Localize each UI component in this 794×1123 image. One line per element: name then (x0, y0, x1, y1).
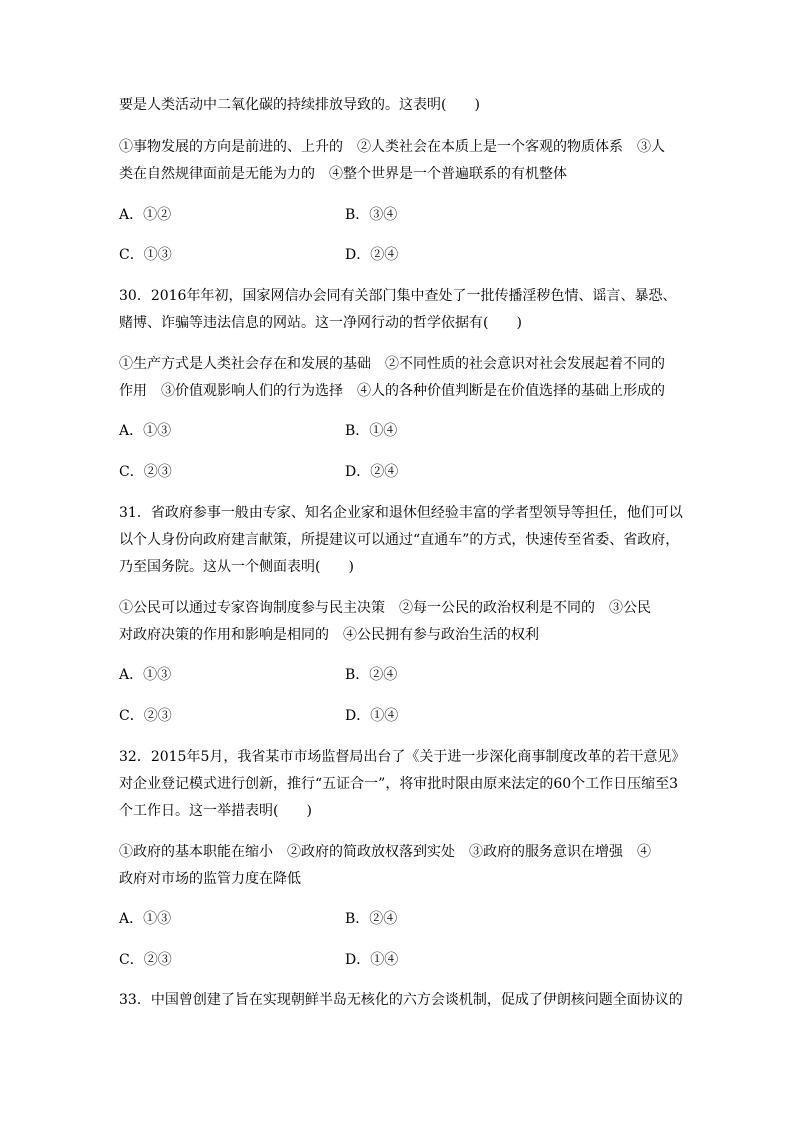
q29-option-b: B．③④ (345, 207, 398, 223)
q32-option-a: A．①③ (119, 911, 172, 927)
q31-option-a: A．①③ (119, 667, 172, 683)
q31-stem-line-1: 31．省政府参事一般由专家、知名企业家和退休但经验丰富的学者型领导等担任，他们可以 (119, 505, 683, 521)
q29-option-d: D．②④ (345, 247, 399, 263)
q32-stem-line-1: 32．2015年5月，我省某市市场监督局出台了《关于进一步深化商事制度改革的若干意见》 (119, 749, 686, 765)
q32-option-c: C．②③ (119, 952, 172, 968)
q30-option-b: B．①④ (345, 423, 398, 439)
q30-stem-line-1: 30．2016年年初，国家网信办会同有关部门集中查处了一批传播淫秽色情、谣言、暴恐、 (119, 288, 677, 304)
q29-statements-line-1: ①事物发展的方向是前进的、上升的 ②人类社会在本质上是一个客观的物质体系 ③人 (119, 139, 665, 155)
q30-statements-line-2: 作用 ③价值观影响人们的行为选择 ④人的各种价值判断是在价值选择的基础上形成的 (119, 383, 665, 399)
q31-option-b: B．②④ (345, 667, 398, 683)
q31-option-c: C．②③ (119, 708, 172, 724)
q30-stem-line-2: 赌博、诈骗等违法信息的网站。这一净网行动的哲学依据有( ) (119, 315, 522, 331)
q32-statements-line-2: 政府对市场的监管力度在降低 (119, 871, 301, 887)
q31-statements-line-2: 对政府决策的作用和影响是相同的 ④公民拥有参与政治生活的权利 (119, 627, 539, 643)
q32-statements-line-1: ①政府的基本职能在缩小 ②政府的简政放权落到实处 ③政府的服务意识在增强 ④ (119, 844, 651, 860)
q30-option-d: D．②④ (345, 464, 399, 480)
q31-statements-line-1: ①公民可以通过专家咨询制度参与民主决策 ②每一公民的政治权利是不同的 ③公民 (119, 600, 651, 616)
q31-stem-line-2: 以个人身份向政府建言献策，所提建议可以通过“直通车”的方式，快速传至省委、省政府， (119, 532, 680, 548)
q32-stem-line-2: 对企业登记模式进行创新，推行“五证合一”，将审批时限由原来法定的60个工作日压缩至3 (119, 776, 679, 792)
q32-option-d: D．①④ (345, 952, 399, 968)
q29-stem-tail: 要是人类活动中二氧化碳的持续排放导致的。这表明( ) (119, 97, 480, 113)
q31-stem-line-3: 乃至国务院。这从一个侧面表明( ) (119, 559, 354, 575)
q30-statements-line-1: ①生产方式是人类社会存在和发展的基础 ②不同性质的社会意识对社会发展起着不同的 (119, 356, 665, 372)
q30-option-a: A．①③ (119, 423, 172, 439)
q29-option-a: A．①② (119, 207, 172, 223)
q29-statements-line-2: 类在自然规律面前是无能为力的 ④整个世界是一个普遍联系的有机整体 (119, 166, 567, 182)
q29-option-c: C．①③ (119, 247, 172, 263)
q32-stem-line-3: 个工作日。这一举措表明( ) (119, 803, 312, 819)
q32-option-b: B．②④ (345, 911, 398, 927)
q33-stem-line-1: 33．中国曾创建了旨在实现朝鲜半岛无核化的六方会谈机制，促成了伊朗核问题全面协议的 (119, 992, 683, 1008)
q31-option-d: D．①④ (345, 708, 399, 724)
q30-option-c: C．②③ (119, 464, 172, 480)
